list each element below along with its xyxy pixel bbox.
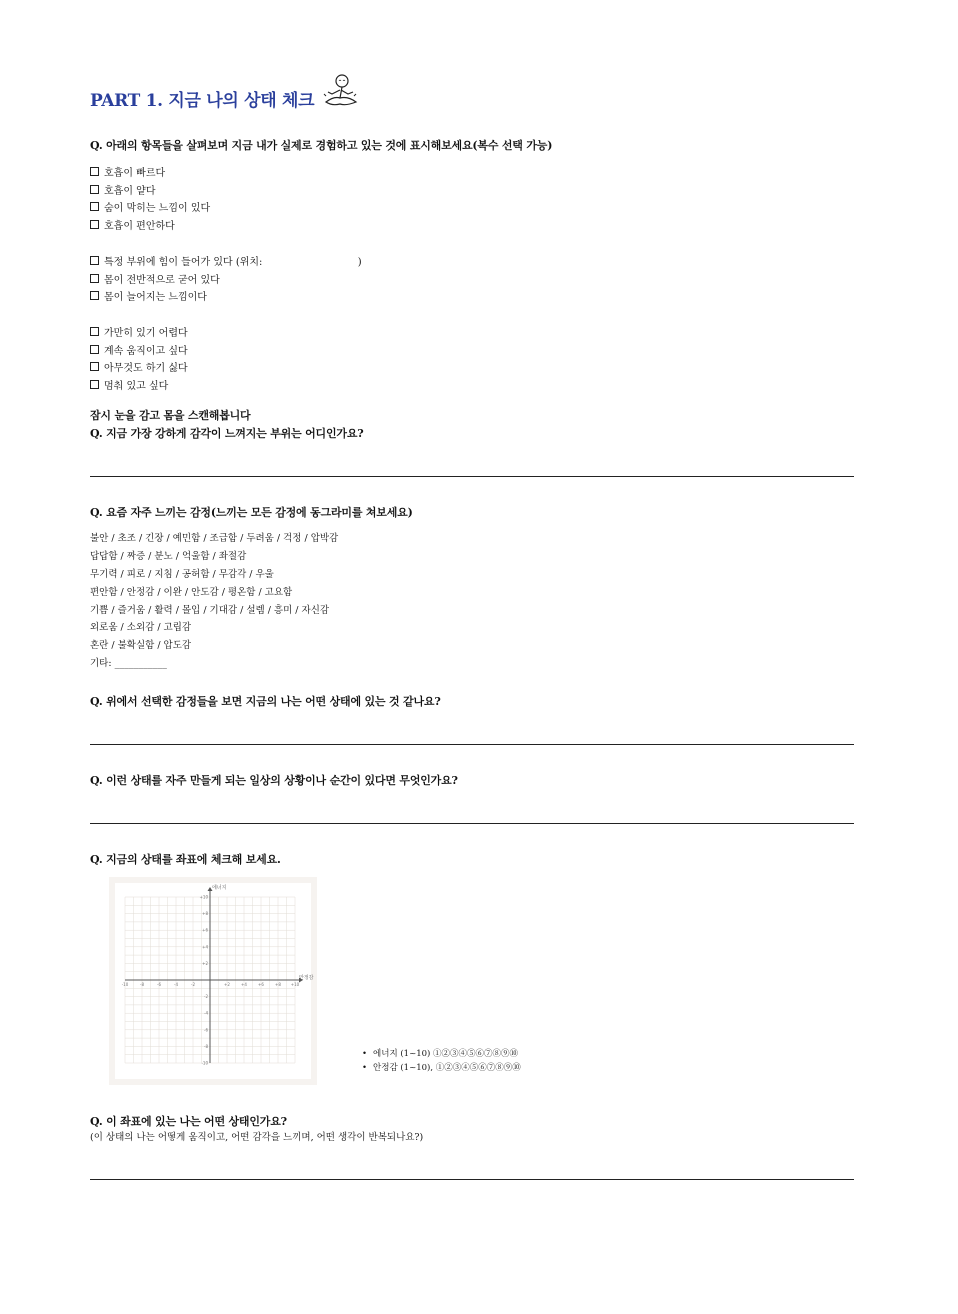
emotion-row[interactable]: 무기력 / 피로 / 지침 / 공허함 / 무감각 / 우울 xyxy=(90,569,274,580)
checklist-label: 몸이 늘어지는 느낌이다 xyxy=(104,292,207,303)
checkbox-icon[interactable] xyxy=(90,362,99,371)
checkbox-icon[interactable] xyxy=(90,380,99,389)
y-tick-label: +4 xyxy=(202,944,208,950)
checkbox-icon[interactable] xyxy=(90,345,99,354)
checklist-label: 호흡이 빠르다 xyxy=(104,168,166,179)
stability-scale[interactable]: • 안정감 (1~10), ①②③④⑤⑥⑦⑧⑨⑩ xyxy=(362,1063,521,1073)
answer-line-2[interactable] xyxy=(90,476,854,477)
question-7-subtext: (이 상태의 나는 어떻게 움직이고, 어떤 감각을 느끼며, 어떤 생각이 반복되나요?) xyxy=(90,1132,424,1143)
checklist-item[interactable] xyxy=(90,288,207,303)
x-tick-label: +4 xyxy=(241,982,247,987)
y-tick-label: +2 xyxy=(202,960,208,966)
page-title: PART 1. 지금 나의 상태 체크 xyxy=(90,91,315,111)
coordinate-chart[interactable] xyxy=(109,877,317,1085)
checkbox-icon[interactable] xyxy=(90,167,99,176)
checklist-label: 특정 부위에 힘이 들어가 있다 (위치: ) xyxy=(104,257,362,268)
y-tick-label: -6 xyxy=(204,1027,208,1033)
checklist-label: 숨이 막히는 느낌이 있다 xyxy=(104,203,211,214)
checklist-label: 아무것도 하기 싫다 xyxy=(104,363,188,374)
checkbox-icon[interactable] xyxy=(90,185,99,194)
answer-line-4[interactable] xyxy=(90,744,854,745)
checklist-item[interactable] xyxy=(90,253,362,268)
emotion-row[interactable]: 편안함 / 안정감 / 이완 / 안도감 / 평온함 / 고요함 xyxy=(90,587,293,598)
checklist-item[interactable] xyxy=(90,217,175,232)
x-tick-label: +6 xyxy=(258,982,264,987)
x-tick-label: -6 xyxy=(157,982,161,987)
checklist-item[interactable] xyxy=(90,359,188,374)
x-tick-label: +8 xyxy=(275,982,281,987)
question-3: Q. 요즘 자주 느끼는 감정(느끼는 모든 감정에 동그라미를 쳐보세요) xyxy=(90,506,413,519)
checklist-item[interactable] xyxy=(90,342,188,357)
energy-scale-label: 에너지 (1~10) ①②③④⑤⑥⑦⑧⑨⑩ xyxy=(373,1049,519,1059)
checkbox-icon[interactable] xyxy=(90,220,99,229)
y-tick-label: -10 xyxy=(201,1060,208,1066)
y-tick-label: -8 xyxy=(204,1043,208,1049)
x-tick-label: +10 xyxy=(290,982,300,987)
emotion-row[interactable]: 혼란 / 불확실함 / 압도감 xyxy=(90,640,192,651)
x-tick-label: -8 xyxy=(140,982,144,987)
checkbox-icon[interactable] xyxy=(90,274,99,283)
checklist-item[interactable] xyxy=(90,324,188,339)
emotion-row[interactable]: 답답함 / 짜증 / 분노 / 억울함 / 좌절감 xyxy=(90,551,247,562)
question-4: Q. 위에서 선택한 감정들을 보면 지금의 나는 어떤 상태에 있는 것 같나요? xyxy=(90,695,441,708)
checklist-item[interactable] xyxy=(90,271,220,286)
emotion-other[interactable]: 기타: ___________ xyxy=(90,658,167,669)
x-tick-label: +2 xyxy=(224,982,230,987)
x-tick-label: -10 xyxy=(121,982,129,987)
checklist-item[interactable] xyxy=(90,199,210,214)
question-5: Q. 이런 상태를 자주 만들게 되는 일상의 상황이나 순간이 있다면 무엇인가요? xyxy=(90,774,458,787)
y-tick-label: -2 xyxy=(204,994,208,1000)
x-axis-label: 안정감 xyxy=(299,975,314,981)
checklist-label: 가만히 있기 어렵다 xyxy=(104,328,188,339)
y-tick-label: -4 xyxy=(204,1010,208,1016)
question-2: Q. 지금 가장 강하게 감각이 느껴지는 부위는 어디인가요? xyxy=(90,427,364,440)
plot-area xyxy=(115,883,311,1079)
checklist-label: 멈춰 있고 싶다 xyxy=(104,381,169,392)
y-tick-label: +10 xyxy=(199,894,208,900)
x-tick-label: -4 xyxy=(174,982,178,987)
checklist-label: 호흡이 얕다 xyxy=(104,186,156,197)
checkbox-icon[interactable] xyxy=(90,256,99,265)
checklist-item[interactable] xyxy=(90,377,168,392)
checklist-item[interactable] xyxy=(90,182,155,197)
answer-line-7[interactable] xyxy=(90,1179,854,1180)
checkbox-icon[interactable] xyxy=(90,291,99,300)
emotion-row[interactable]: 기쁨 / 즐거움 / 활력 / 몰입 / 기대감 / 설렘 / 흥미 / 자신감 xyxy=(90,605,330,616)
y-tick-label: +6 xyxy=(202,927,208,933)
question-1: Q. 아래의 항목들을 살펴보며 지금 내가 실제로 경험하고 있는 것에 표시해보세요(복수 선택 가능) xyxy=(90,139,553,152)
emotion-row[interactable]: 외로움 / 소외감 / 고립감 xyxy=(90,622,192,633)
x-tick-label: -2 xyxy=(191,982,195,987)
checklist-label: 호흡이 편안하다 xyxy=(104,221,175,232)
checkbox-icon[interactable] xyxy=(90,327,99,336)
checkbox-icon[interactable] xyxy=(90,202,99,211)
meditating-figure-icon xyxy=(320,72,360,112)
answer-line-5[interactable] xyxy=(90,823,854,824)
question-7: Q. 이 좌표에 있는 나는 어떤 상태인가요? xyxy=(90,1115,287,1128)
energy-scale[interactable]: • 에너지 (1~10) ①②③④⑤⑥⑦⑧⑨⑩ xyxy=(362,1049,519,1059)
scan-intro: 잠시 눈을 감고 몸을 스캔해봅니다 xyxy=(90,409,251,422)
question-6: Q. 지금의 상태를 좌표에 체크해 보세요. xyxy=(90,853,281,866)
y-axis-label: 에너지 xyxy=(212,885,227,891)
checklist-label: 계속 움직이고 싶다 xyxy=(104,346,188,357)
checklist-label: 몸이 전반적으로 굳어 있다 xyxy=(104,275,220,286)
stability-scale-label: 안정감 (1~10), ①②③④⑤⑥⑦⑧⑨⑩ xyxy=(373,1063,521,1073)
checklist-item[interactable] xyxy=(90,164,165,179)
emotion-row[interactable]: 불안 / 초조 / 긴장 / 예민함 / 조급함 / 두려움 / 걱정 / 압박감 xyxy=(90,533,339,544)
y-tick-label: +8 xyxy=(202,911,208,917)
